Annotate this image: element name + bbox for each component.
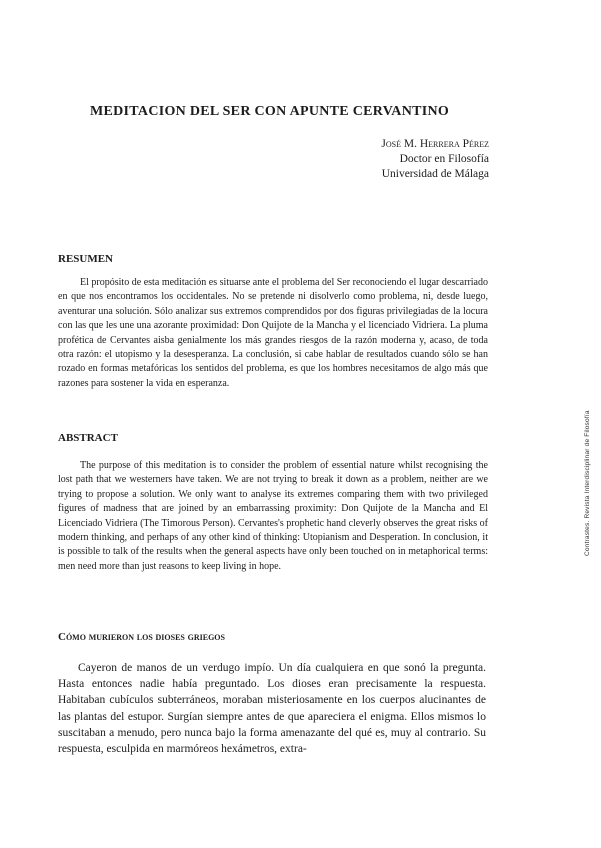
side-journal-note: Contrastes. Revista Interdisciplinar de Filosofía <box>584 410 591 556</box>
section-heading: Cómo murieron los dioses griegos <box>58 631 225 643</box>
author-institution: Universidad de Málaga <box>381 168 489 180</box>
author-block <box>229 137 489 182</box>
resumen-text: El propósito de esta meditación es situarse ante el problema del Ser reconociendo el lugar descarriado en que nos encontramos los occidentales. No se pretende ni disolverlo como problema, ni, desde luego, aventurar una solución. Sólo analizar sus extremos comprendidos por dos figuras privilegiadas de la locura con las que les une una azorante proximidad: Don Quijote de la Mancha y el licenciado Vidriera. La pluma profética de Cervantes aisba genialmente los más grandes riesgos de la razón moderna y, acaso, de toda otra razón: el utopismo y la desesperanza. La conclusión, si cabe hablar de resultados cuando sólo se han rozado en formas metafóricas los sentidos del problema, es que los hombres necesitamos de algo más que razones para sostener la vida en esperanza. <box>58 277 488 389</box>
author-name: José M. Herrera Pérez <box>381 138 489 150</box>
author-role: Doctor en Filosofía <box>399 153 489 165</box>
abstract-heading: ABSTRACT <box>58 432 118 444</box>
article-title: MEDITACION DEL SER CON APUNTE CERVANTINO <box>90 104 450 119</box>
abstract-text: The purpose of this meditation is to consider the problem of essential nature whilst recognising the lost path that we westerners have taken. We are not trying to break it down as a problem, neither are we trying to propose a solution. We only want to analyse its extremes comparing them with two privileged figures of madness that are joined by an embarrassing proximity: Don Quijote de la Mancha and El Licenciado Vidriera (The Timorous Person). Cervantes's prophetic hand cleverly observes the great risks of modern thinking, and perhaps of any other kind of thinking: Utopianism and Desperation. In conclusion, it is possible to talk of the results when the general aspects have only been touched on in metaphorical terms: men need more than just reasons to keep living in hope. <box>58 460 488 572</box>
resumen-heading: RESUMEN <box>58 253 114 265</box>
section-body-text: Cayeron de manos de un verdugo impío. Un día cualquiera en que sonó la pregunta. Hasta entonces nadie había preguntado. Los dioses eran precisamente la respuesta. Habitaban cubículos subterráneos, moraban misteriosamente en los cuerpos alucinantes de las plantas del estupor. Surgían siempre antes de que apareciera el enigma. Ellos mismos lo suscitaban a menudo, pero nunca bajo la forma amenazante del qué es, muy al contrario. Su respuesta, esculpida en marmóreos hexámetros, extra- <box>58 662 486 756</box>
